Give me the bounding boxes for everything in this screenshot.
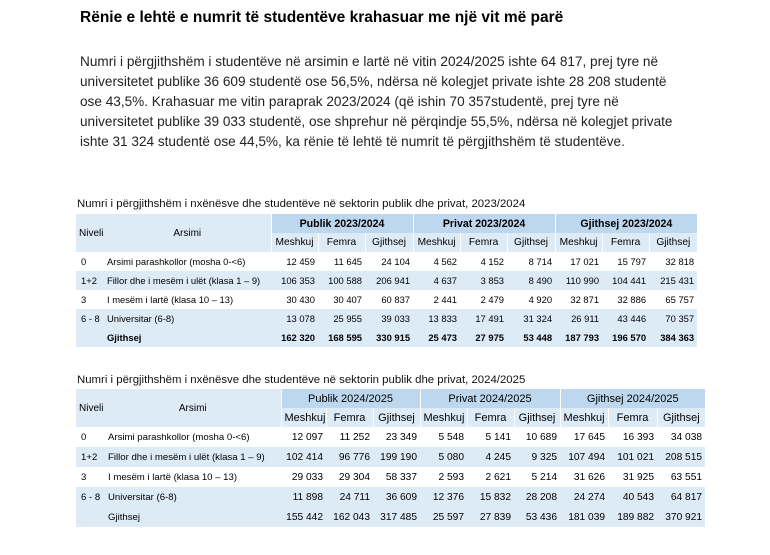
cell-value: 24 104 — [365, 252, 413, 271]
cell-value: 8 490 — [507, 271, 555, 290]
cell-value: 10 689 — [514, 427, 560, 447]
col-niveli-header: Niveli — [76, 214, 104, 252]
cell-value: 39 033 — [365, 309, 413, 328]
sub-header: Gjithsej — [365, 233, 413, 252]
cell-value: 4 637 — [413, 271, 460, 290]
cell-value: 4 562 — [413, 252, 460, 271]
table-row — [76, 487, 705, 507]
total-row — [76, 328, 697, 347]
cell-value: 106 353 — [271, 271, 318, 290]
cell-value: 13 078 — [271, 309, 318, 328]
total-value: 27 975 — [460, 328, 507, 347]
cell-niveli: 0 — [76, 252, 104, 271]
cell-value: 102 414 — [281, 447, 326, 467]
total-value: 196 570 — [602, 328, 649, 347]
cell-value: 64 817 — [657, 487, 705, 507]
table-2023-2024 — [76, 214, 697, 347]
cell-value: 28 208 — [514, 487, 560, 507]
intro-paragraph: Numri i përgjithshëm i studentëve në arsimin e lartë në vitin 2024/2025 ishte 64 817, prej tyre në universitetet publike 36 609 studentë ose 56,5%, ndërsa në kolegjet private ishte 28 208 studentë ose 43,5%. Krahasuar me vitin paraprak 2023/2024 (që ishin 70 357studentë, prej tyre në universitetet publike 39 033 studentë, ose shprehur në përqindje 55,5%, ndërsa në kolegjet private ishte 31 324 studentë ose 44,5%, ka rënie të lehtë të numrit të përgjithshëm të studentëve. — [80, 54, 673, 149]
sub-header: Gjithsej — [373, 408, 420, 427]
cell-value: 9 325 — [514, 447, 560, 467]
total-label: Gjithsej — [105, 507, 281, 527]
cell-value: 11 252 — [326, 427, 373, 447]
cell-niveli: 3 — [76, 467, 105, 487]
cell-value: 30 407 — [318, 290, 365, 309]
sub-header: Gjithsej — [649, 233, 697, 252]
group-header: Publik 2024/2025 — [281, 389, 420, 408]
cell-value: 13 833 — [413, 309, 460, 328]
sub-header: Femra — [608, 408, 657, 427]
cell-value: 17 021 — [555, 252, 602, 271]
sub-header: Meshkuj — [560, 408, 608, 427]
total-value: 25 597 — [420, 507, 467, 527]
cell-arsimi: Arsimi parashkollor (mosha 0-<6) — [105, 427, 281, 447]
page-title: Rënie e lehtë e numrit të studentëve krahasuar me një vit më parë — [80, 9, 564, 26]
cell-value: 12 459 — [271, 252, 318, 271]
col-arsimi-header: Arsimi — [104, 214, 271, 252]
cell-arsimi: Fillor dhe i mesëm i ulët (klasa 1 – 9) — [105, 447, 281, 467]
total-value: 189 882 — [608, 507, 657, 527]
total-value: 330 915 — [365, 328, 413, 347]
total-value: 384 363 — [649, 328, 697, 347]
cell-value: 24 711 — [326, 487, 373, 507]
cell-value: 4 920 — [507, 290, 555, 309]
table1-caption: Numri i përgjithshëm i nxënësve dhe studentëve në sektorin publik dhe privat, 2023/2024 — [77, 198, 526, 210]
cell-arsimi: Fillor dhe i mesëm i ulët (klasa 1 – 9) — [104, 271, 271, 290]
cell-value: 31 925 — [608, 467, 657, 487]
table2-caption: Numri i përgjithshëm i nxënësve dhe studentëve në sektorin publik dhe privat, 2024/2025 — [77, 374, 526, 386]
cell-value: 16 393 — [608, 427, 657, 447]
cell-value: 2 479 — [460, 290, 507, 309]
cell-value: 3 853 — [460, 271, 507, 290]
cell-value: 5 141 — [467, 427, 514, 447]
cell-niveli: 1+2 — [76, 447, 105, 467]
table-row — [76, 447, 705, 467]
sub-header: Femra — [326, 408, 373, 427]
table-row — [76, 290, 697, 309]
total-value: 162 320 — [271, 328, 318, 347]
col-niveli-header: Niveli — [76, 389, 105, 427]
cell-niveli: 1+2 — [76, 271, 104, 290]
cell-value: 104 441 — [602, 271, 649, 290]
total-value: 155 442 — [281, 507, 326, 527]
cell-value: 8 714 — [507, 252, 555, 271]
sub-header: Meshkuj — [271, 233, 318, 252]
cell-arsimi: I mesëm i lartë (klasa 10 – 13) — [105, 467, 281, 487]
total-value: 53 436 — [514, 507, 560, 527]
cell-value: 2 441 — [413, 290, 460, 309]
total-value: 168 595 — [318, 328, 365, 347]
cell-value: 29 304 — [326, 467, 373, 487]
cell-value: 4 245 — [467, 447, 514, 467]
table-row — [76, 252, 697, 271]
group-header: Gjithsej 2024/2025 — [560, 389, 705, 408]
table-row — [76, 309, 697, 328]
cell-value: 15 832 — [467, 487, 514, 507]
cell-arsimi: I mesëm i lartë (klasa 10 – 13) — [104, 290, 271, 309]
cell-value: 32 886 — [602, 290, 649, 309]
cell-value: 96 776 — [326, 447, 373, 467]
cell-value: 2 621 — [467, 467, 514, 487]
total-value: 370 921 — [657, 507, 705, 527]
cell-value: 34 038 — [657, 427, 705, 447]
cell-value: 63 551 — [657, 467, 705, 487]
cell-value: 30 430 — [271, 290, 318, 309]
cell-value: 206 941 — [365, 271, 413, 290]
cell-value: 11 898 — [281, 487, 326, 507]
group-header: Gjithsej 2023/2024 — [555, 214, 697, 233]
cell-value: 100 588 — [318, 271, 365, 290]
sub-header: Femra — [460, 233, 507, 252]
cell-value: 110 990 — [555, 271, 602, 290]
cell-value: 2 593 — [420, 467, 467, 487]
cell-arsimi: Arsimi parashkollor (mosha 0-<6) — [104, 252, 271, 271]
total-blank-cell — [76, 507, 105, 527]
cell-value: 12 097 — [281, 427, 326, 447]
group-header: Publik 2023/2024 — [271, 214, 413, 233]
cell-value: 199 190 — [373, 447, 420, 467]
sub-header: Meshkuj — [420, 408, 467, 427]
cell-value: 5 214 — [514, 467, 560, 487]
sub-header: Gjithsej — [514, 408, 560, 427]
sub-header: Meshkuj — [555, 233, 602, 252]
cell-value: 29 033 — [281, 467, 326, 487]
cell-value: 65 757 — [649, 290, 697, 309]
group-header: Privat 2023/2024 — [413, 214, 555, 233]
total-value: 187 793 — [555, 328, 602, 347]
cell-value: 25 955 — [318, 309, 365, 328]
total-value: 27 839 — [467, 507, 514, 527]
cell-value: 31 324 — [507, 309, 555, 328]
cell-value: 5 080 — [420, 447, 467, 467]
cell-value: 26 911 — [555, 309, 602, 328]
cell-niveli: 3 — [76, 290, 104, 309]
table-row — [76, 427, 705, 447]
total-label: Gjithsej — [104, 328, 271, 347]
cell-value: 15 797 — [602, 252, 649, 271]
sub-header: Femra — [318, 233, 365, 252]
sub-header: Femra — [467, 408, 514, 427]
sub-header: Gjithsej — [507, 233, 555, 252]
cell-value: 32 818 — [649, 252, 697, 271]
cell-arsimi: Universitar (6-8) — [105, 487, 281, 507]
cell-value: 60 837 — [365, 290, 413, 309]
sub-header: Gjithsej — [657, 408, 705, 427]
total-value: 53 448 — [507, 328, 555, 347]
sub-header: Meshkuj — [281, 408, 326, 427]
cell-value: 58 337 — [373, 467, 420, 487]
total-value: 25 473 — [413, 328, 460, 347]
cell-value: 5 548 — [420, 427, 467, 447]
cell-value: 107 494 — [560, 447, 608, 467]
col-arsimi-header: Arsimi — [105, 389, 281, 427]
cell-niveli: 6 - 8 — [76, 309, 104, 328]
total-value: 317 485 — [373, 507, 420, 527]
cell-value: 208 515 — [657, 447, 705, 467]
total-value: 181 039 — [560, 507, 608, 527]
table-row — [76, 467, 705, 487]
sub-header: Femra — [602, 233, 649, 252]
cell-value: 24 274 — [560, 487, 608, 507]
cell-value: 4 152 — [460, 252, 507, 271]
group-header: Privat 2024/2025 — [420, 389, 560, 408]
cell-value: 12 376 — [420, 487, 467, 507]
cell-value: 31 626 — [560, 467, 608, 487]
cell-niveli: 0 — [76, 427, 105, 447]
cell-value: 43 446 — [602, 309, 649, 328]
cell-value: 17 491 — [460, 309, 507, 328]
cell-value: 17 645 — [560, 427, 608, 447]
cell-value: 32 871 — [555, 290, 602, 309]
total-value: 162 043 — [326, 507, 373, 527]
total-blank-cell — [76, 328, 104, 347]
table-2024-2025 — [76, 389, 705, 527]
cell-arsimi: Universitar (6-8) — [104, 309, 271, 328]
cell-value: 23 349 — [373, 427, 420, 447]
cell-value: 70 357 — [649, 309, 697, 328]
cell-value: 215 431 — [649, 271, 697, 290]
cell-value: 11 645 — [318, 252, 365, 271]
cell-value: 36 609 — [373, 487, 420, 507]
cell-value: 101 021 — [608, 447, 657, 467]
table-row — [76, 271, 697, 290]
total-row — [76, 507, 705, 527]
cell-value: 40 543 — [608, 487, 657, 507]
sub-header: Meshkuj — [413, 233, 460, 252]
cell-niveli: 6 - 8 — [76, 487, 105, 507]
